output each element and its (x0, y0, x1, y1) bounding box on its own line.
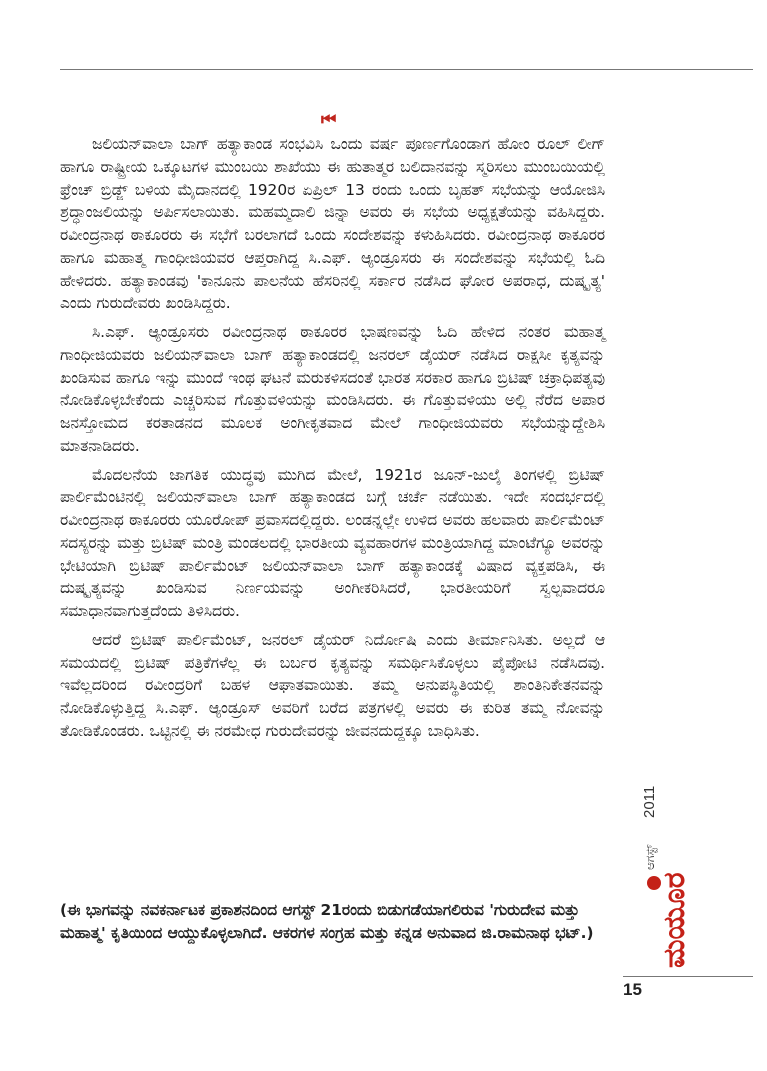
source-note: (ಈ ಭಾಗವನ್ನು ನವಕರ್ನಾಟಕ ಪ್ರಕಾಶನದಿಂದ ಆಗಸ್ಟ್ 21ರಂದು ಬಿಡುಗಡೆಯಾಗಲಿರುವ 'ಗುರುದೇವ ಮತ್ತು ಮಹಾತ್ಮ' ಕೃತಿಯಿಂದ ಆಯ್ದುಕೊಳ್ಳಲಾಗಿದೆ. ಆಕರಗಳ ಸಂಗ್ರಹ ಮತ್ತು ಕನ್ನಡ ಅನುವಾದ ಜಿ.ರಾಮನಾಥ ಭಟ್.) (60, 901, 594, 942)
paragraph-4: ಆದರೆ ಬ್ರಿಟಿಷ್ ಪಾರ್ಲಿಮೆಂಟ್, ಜನರಲ್ ಡೈಯರ್ ನಿರ್ದೋಷಿ ಎಂದು ತೀರ್ಮಾನಿಸಿತು. ಅಲ್ಲದೆ ಆ ಸಮಯದಲ್ಲಿ ಬ್ರಿಟಿಷ್ ಪತ್ರಿಕೆಗಳೆಲ್ಲ ಈ ಬರ್ಬರ ಕೃತ್ಯವನ್ನು ಸಮರ್ಥಿಸಿಕೊಳ್ಳಲು ಪೈಪೋಟಿ ನಡೆಸಿದವು. ಇವೆಲ್ಲದರಿಂದ ರವೀಂದ್ರರಿಗೆ ಬಹಳ ಆಘಾತವಾಯಿತು. ತಮ್ಮ ಅನುಪಸ್ಥಿತಿಯಲ್ಲಿ ಶಾಂತಿನಿಕೇತನವನ್ನು ನೋಡಿಕೊಳ್ಳುತ್ತಿದ್ದ ಸಿ.ಎಫ್. ಆ್ಯಂಡ್ರೂಸ್ ಅವರಿಗೆ ಬರೆದ ಪತ್ರಗಳಲ್ಲಿ ಅವರು ಈ ಕುರಿತ ತಮ್ಮ ನೋವನ್ನು ತೋಡಿಕೊಂಡರು. ಒಟ್ಟಿನಲ್ಲಿ ಈ ನರಮೇಧ ಗುರುದೇವರನ್ನು ಜೀವನದುದ್ದಕ್ಕೂ ಬಾಧಿಸಿತು. (60, 630, 605, 740)
masthead-month: ಆಗಸ್ಟ್ (643, 844, 657, 870)
article-body (60, 133, 605, 743)
masthead-year: 2011 (641, 785, 658, 818)
page-number: 15 (623, 980, 642, 999)
top-rule (60, 69, 753, 70)
bottom-rule (623, 976, 753, 977)
paragraph-2: ಸಿ.ಎಫ್. ಆ್ಯಂಡ್ರೂಸರು ರವೀಂದ್ರನಾಥ ಠಾಕೂರರ ಭಾಷಣವನ್ನು ಓದಿ ಹೇಳಿದ ನಂತರ ಮಹಾತ್ಮ ಗಾಂಧೀಜಿಯವರು ಜಲಿಯನ್‌ವಾಲಾ ಬಾಗ್ ಹತ್ಯಾಕಾಂಡದಲ್ಲಿ ಜನರಲ್ ಡೈಯರ್ ನಡೆಸಿದ ರಾಕ್ಷಸೀ ಕೃತ್ಯವನ್ನು ಖಂಡಿಸುವ ಹಾಗೂ ಇನ್ನು ಮುಂದೆ ಇಂಥ ಘಟನೆ ಮರುಕಳಿಸದಂತೆ ಭಾರತ ಸರಕಾರ ಹಾಗೂ ಬ್ರಿಟಿಷ್ ಚಕ್ರಾಧಿಪತ್ಯವು ನೋಡಿಕೊಳ್ಳಬೇಕೆಂದು ಎಚ್ಚರಿಸುವ ಗೊತ್ತುವಳಿಯನ್ನು ಮಂಡಿಸಿದರು. ಈ ಗೊತ್ತುವಳಿಯು ಅಲ್ಲಿ ನೆರೆದ ಅಪಾರ ಜನಸ್ತೋಮದ ಕರತಾಡನದ ಮೂಲಕ ಅಂಗೀಕೃತವಾದ ಮೇಲೆ ಗಾಂಧೀಜಿಯವರು ಸಭೆಯನ್ನುದ್ದೇಶಿಸಿ ಮಾತನಾಡಿದರು. (60, 323, 605, 455)
paragraph-1: ಜಲಿಯನ್‌ವಾಲಾ ಬಾಗ್ ಹತ್ಯಾಕಾಂಡ ಸಂಭವಿಸಿ ಒಂದು ವರ್ಷ ಪೂರ್ಣಗೊಂಡಾಗ ಹೋಂ ರೂಲ್ ಲೀಗ್ ಹಾಗೂ ರಾಷ್ಟ್ರೀಯ ಒಕ್ಕೂಟಗಳ ಮುಂಬಯಿ ಶಾಖೆಯು ಈ ಹುತಾತ್ಮರ ಬಲಿದಾನವನ್ನು ಸ್ಮರಿಸಲು ಮುಂಬಯಿಯಲ್ಲಿ ಫ್ರೆಂಚ್ ಬ್ರಿಡ್ಜ್ ಬಳಿಯ ಮೈದಾನದಲ್ಲಿ 1920ರ ಏಪ್ರಿಲ್ 13 ರಂದು ಒಂದು ಬೃಹತ್ ಸಭೆಯನ್ನು ಆಯೋಜಿಸಿ ಶ್ರದ್ಧಾಂಜಲಿಯನ್ನು ಅರ್ಪಿಸಲಾಯಿತು. ಮಹಮ್ಮದಾಲಿ ಜಿನ್ನಾ ಅವರು ಈ ಸಭೆಯ ಅಧ್ಯಕ್ಷತೆಯನ್ನು ವಹಿಸಿದ್ದರು. ರವೀಂದ್ರನಾಥ ಠಾಕೂರರು ಈ ಸಭೆಗೆ ಬರಲಾಗದೆ ಒಂದು ಸಂದೇಶವನ್ನು ಕಳುಹಿಸಿದರು. ರವೀಂದ್ರನಾಥ ಠಾಕೂರರ ಹಾಗೂ ಮಹಾತ್ಮ ಗಾಂಧೀಜಿಯವರ ಆಪ್ತರಾಗಿದ್ದ ಸಿ.ಎಫ್. ಆ್ಯಂಡ್ರೂಸರು ಈ ಸಂದೇಶವನ್ನು ಸಭೆಯಲ್ಲಿ ಓದಿ ಹೇಳಿದರು. ಹತ್ಯಾಕಾಂಡವು 'ಕಾನೂನು ಪಾಲನೆಯ ಹೆಸರಿನಲ್ಲಿ ಸರ್ಕಾರ ನಡೆಸಿದ ಘೋರ ಅಪರಾಧ, ದುಷ್ಕೃತ್ಯ' ಎಂದು ಗುರುದೇವರು ಖಂಡಿಸಿದ್ದರು. (60, 135, 605, 313)
magazine-masthead (640, 766, 700, 970)
paragraph-3: ಮೊದಲನೆಯ ಜಾಗತಿಕ ಯುದ್ಧವು ಮುಗಿದ ಮೇಲೆ, 1921ರ ಜೂನ್-ಜುಲೈ ತಿಂಗಳಲ್ಲಿ ಬ್ರಿಟಿಷ್ ಪಾರ್ಲಿಮೆಂಟಿನಲ್ಲಿ ಜಲಿಯನ್‌ವಾಲಾ ಬಾಗ್ ಹತ್ಯಾಕಾಂಡದ ಬಗ್ಗೆ ಚರ್ಚೆ ನಡೆಯಿತು. ಇದೇ ಸಂದರ್ಭದಲ್ಲಿ ರವೀಂದ್ರನಾಥ ಠಾಕೂರರು ಯೂರೋಪ್ ಪ್ರವಾಸದಲ್ಲಿದ್ದರು. ಲಂಡನ್ನಲ್ಲೇ ಉಳಿದ ಅವರು ಹಲವಾರು ಪಾರ್ಲಿಮೆಂಟ್ ಸದಸ್ಯರನ್ನು ಮತ್ತು ಬ್ರಿಟಿಷ್ ಮಂತ್ರಿ ಮಂಡಲದಲ್ಲಿ ಭಾರತೀಯ ವ್ಯವಹಾರಗಳ ಮಂತ್ರಿಯಾಗಿದ್ದ ಮಾಂಟೆಗ್ಯೂ ಅವರನ್ನು ಭೇಟಿಯಾಗಿ ಬ್ರಿಟಿಷ್ ಪಾರ್ಲಿಮೆಂಟ್ ಜಲಿಯನ್‌ವಾಲಾ ಬಾಗ್ ಹತ್ಯಾಕಾಂಡಕ್ಕೆ ವಿಷಾದ ವ್ಯಕ್ತಪಡಿಸಿ, ಈ ದುಷ್ಕೃತ್ಯವನ್ನು ಖಂಡಿಸುವ ನಿರ್ಣಯವನ್ನು ಅಂಗೀಕರಿಸಿದರೆ, ಭಾರತೀಯರಿಗೆ ಸ್ವಲ್ಪವಾದರೂ ಸಮಾಧಾನವಾಗುತ್ತದೆಂದು ತಿಳಿಸಿದರು. (60, 465, 605, 620)
section-marker-icon: ⏮ (321, 110, 334, 130)
masthead-title: ಮಯೂರ (657, 872, 692, 968)
